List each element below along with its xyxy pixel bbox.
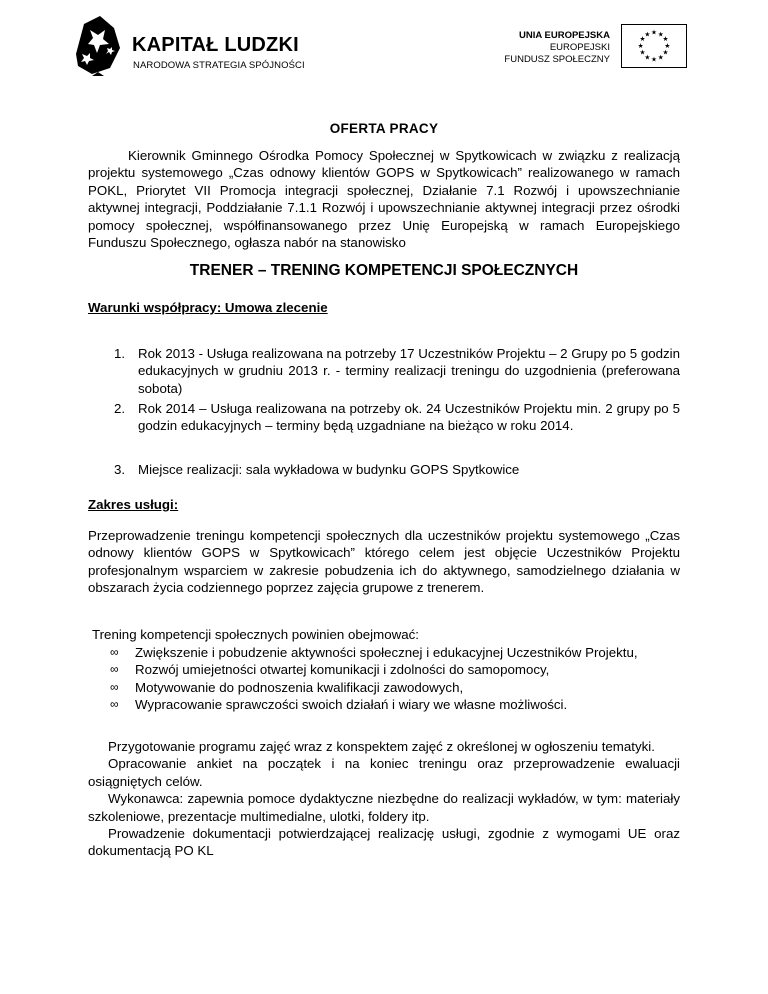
svg-text:★: ★ (637, 41, 644, 50)
list-item-text: Rozwój umiejetności otwartej komunikacji i zdolności do samopomocy, (135, 662, 550, 678)
logo-subtitle: NARODOWA STRATEGIA SPÓJNOŚCI (133, 60, 305, 71)
infinity-bullet-icon: ∞ (110, 697, 119, 712)
task-paragraph: Wykonawca: zapewnia pomoce dydaktyczne niezbędne do realizacji wykładów, w tym: materiały szkoleniowe, prezentacje multimedialne, ulotki, foldery itp. (88, 791, 680, 824)
list-item (110, 644, 680, 661)
offer-title: OFERTA PRACY (329, 121, 439, 136)
svg-text:★: ★ (657, 53, 664, 62)
infinity-bullet-icon: ∞ (110, 645, 119, 659)
eu-line-1: UNIA EUROPEJSKA (519, 30, 610, 41)
svg-text:★: ★ (664, 41, 671, 50)
condition-item (114, 400, 680, 435)
list-item-text: Wypracowanie sprawczości swoich działań i wiary we własne możliwości. (135, 697, 568, 713)
svg-text:★: ★ (639, 48, 646, 57)
condition-item (114, 461, 680, 478)
tasks-section (88, 738, 680, 860)
list-item-text: Zwiększenie i pobudzenie aktywności społecznej i edukacyjnej Uczestników Projektu, (135, 645, 638, 660)
list-item (110, 696, 680, 713)
svg-text:★: ★ (644, 53, 651, 62)
infinity-bullet-icon: ∞ (110, 679, 119, 694)
condition-item (114, 345, 680, 397)
intro-paragraph: Kierownik Gminnego Ośrodka Pomocy Społecznej w Spytkowicach w związku z realizacją projektu systemowego „Czas odnowy klientów GOPS w Spytkowicach” realizowanego w ramach POKL, Priorytet VII Promocja integracji społecznej, Działanie 7.1 Rozwój i upowszechnianie aktywnej integracji, Poddziałanie 7.1.1 Rozwój i upowszechnianie aktywnej integracji przez ośrodki pomocy społecznej, współfinansowanego przez Unię Europejską w ramach Europejskiego Funduszu Społecznego, ogłasza nabór na stanowisko (88, 148, 680, 251)
kapital-ludzki-star-icon (70, 14, 128, 80)
eu-funding-label (470, 30, 610, 66)
condition-text: Miejsce realizacji: sala wykładowa w budynku GOPS Spytkowice (138, 462, 520, 477)
training-list (110, 644, 680, 714)
eu-line-3: FUNDUSZ SPOŁECZNY (504, 54, 610, 65)
task-paragraph: Opracowanie ankiet na początek i na koniec treningu oraz przeprowadzenie ewaluacji osiągniętych celów. (88, 756, 680, 789)
position-title: TRENER – TRENING KOMPETENCJI SPOŁECZNYCH (189, 262, 579, 279)
infinity-bullet-icon: ∞ (110, 662, 119, 677)
task-paragraph: Prowadzenie dokumentacji potwierdzającej realizację usługi, zgodnie z wymogami UE oraz dokumentacją PO KL (88, 826, 680, 859)
kapital-ludzki-logo (70, 14, 310, 80)
condition-text: Rok 2013 - Usługa realizowana na potrzeby 17 Uczestników Projektu – 2 Grupy po 5 godzin edukacyjnych w grudniu 2013 r. - terminy realizacji treningu do uzgodnienia (preferowana sobota) (138, 346, 680, 396)
list-item (110, 679, 680, 696)
svg-text:★: ★ (651, 28, 657, 37)
task-paragraph: Przygotowanie programu zajęć wraz z konspektem zajęć z określonej w ogłoszeniu tematyki. (108, 739, 655, 754)
list-item-text: Motywowanie do podnoszenia kwalifikacji zawodowych, (135, 679, 464, 695)
eu-line-2: EUROPEJSKI (549, 42, 610, 53)
condition-text: Rok 2014 – Usługa realizowana na potrzeby ok. 24 Uczestników Projektu min. 2 grupy po 5 godzin edukacyjnych – terminy będą uzgadniane na bieżąco w roku 2014. (138, 401, 680, 434)
svg-text:★: ★ (662, 35, 669, 44)
logo-title: KAPITAŁ LUDZKI (132, 34, 299, 56)
svg-text:★: ★ (644, 30, 651, 39)
scope-heading: Zakres usługi: (88, 497, 179, 512)
condition-number: 1. (114, 346, 126, 361)
svg-text:★: ★ (639, 35, 646, 44)
svg-text:★: ★ (657, 30, 664, 39)
condition-number: 2. (114, 401, 126, 416)
scope-paragraph: Przeprowadzenie treningu kompetencji społecznych dla uczestników projektu systemowego „Czas odnowy klientów GOPS w Spytkowicach” którego celem jest objęcie Uczestników Projektu profesjonalnym wsparciem w zakresie pobudzenia ich do aktywnego, samodzielnego działania w obszarach życia codziennego poprzez zajęcia grupowe z trenerem. (88, 528, 680, 596)
svg-text:★: ★ (651, 55, 657, 64)
svg-text:★: ★ (662, 48, 669, 57)
list-item (110, 661, 680, 678)
conditions-heading: Warunki współpracy: Umowa zlecenie (88, 300, 328, 315)
condition-number: 3. (114, 462, 126, 477)
training-lead: Trening kompetencji społecznych powinien obejmować: (92, 627, 419, 642)
eu-flag-icon (621, 24, 687, 68)
